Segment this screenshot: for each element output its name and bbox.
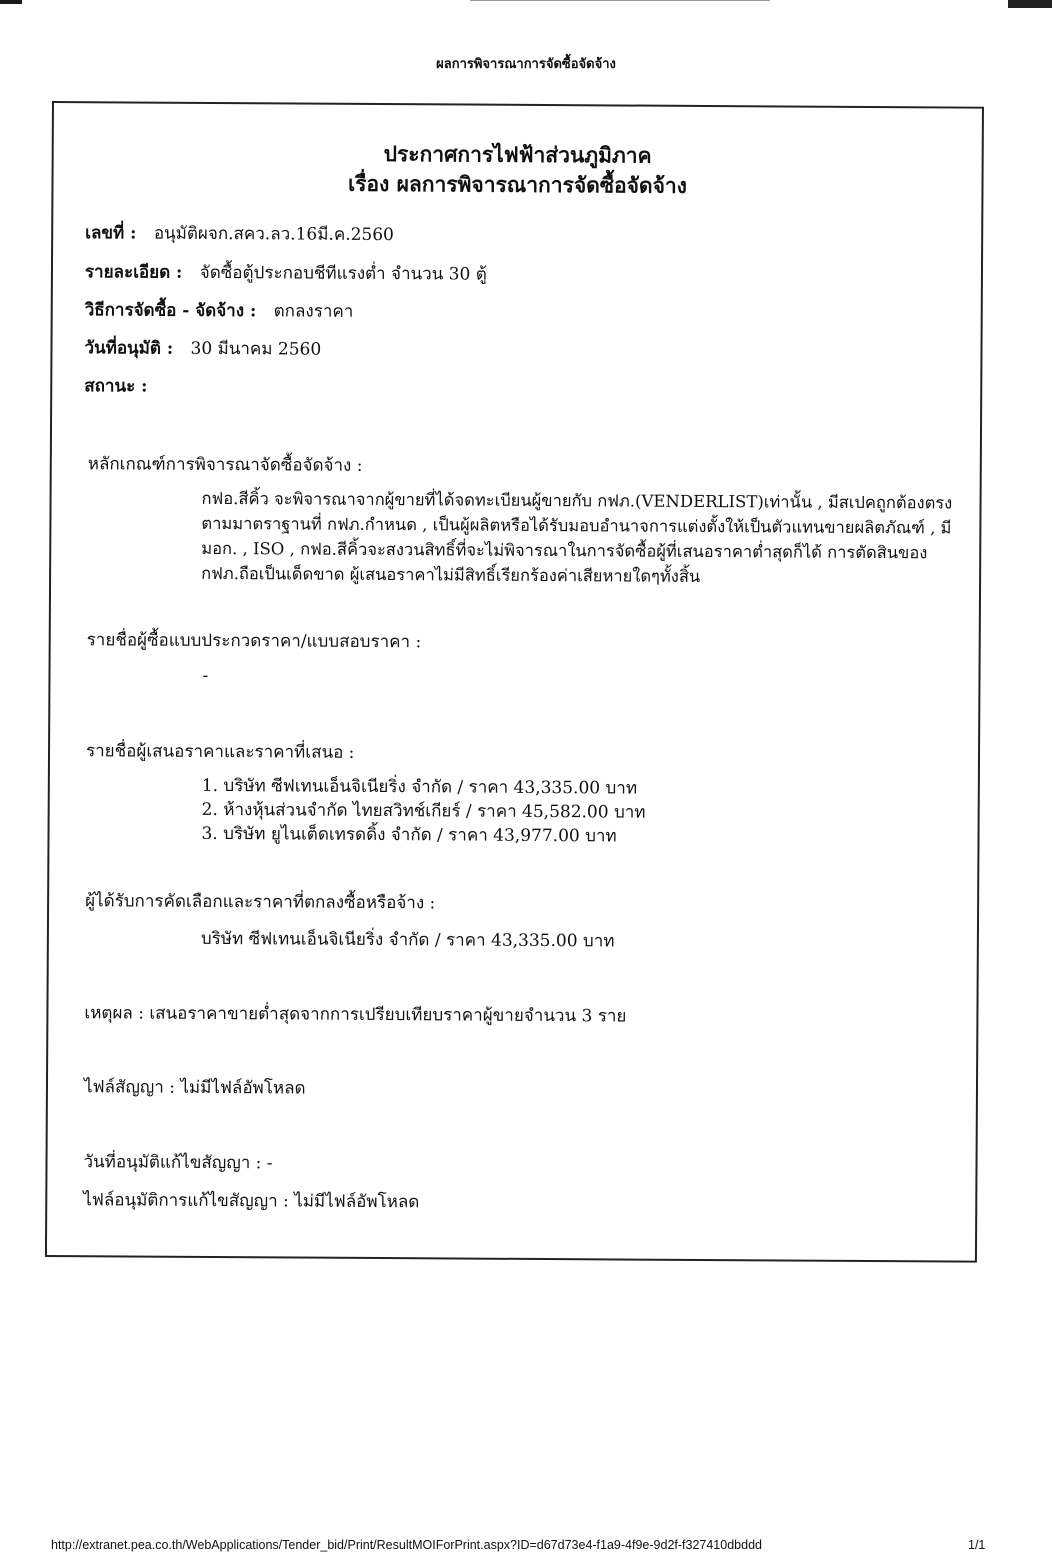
approval-date-value: 30 มีนาคม 2560	[190, 338, 322, 360]
page-header: ผลการพิจารณาการจัดซื้อจัดจ้าง	[436, 57, 616, 72]
title-line-1: ประกาศการไฟฟ้าส่วนภูมิภาค	[383, 141, 652, 168]
status-label: สถานะ :	[84, 376, 148, 397]
number-label: เลขที่ :	[85, 223, 137, 244]
method-field	[85, 298, 354, 324]
criteria-line: ตามมาตราฐานที่ กฟภ.กำหนด , เป็นผู้ผลิตหรือได้รับมอบอำนาจการแต่งตั้งให้เป็นตัวแทนขายผลิตภัณฑ์ , มี	[201, 513, 952, 538]
criteria-text	[201, 486, 977, 591]
selected-heading: ผู้ได้รับการคัดเลือกและราคาที่ตกลงซื้อหรือจ้าง :	[85, 891, 436, 914]
footer-url: http://extranet.pea.co.th/WebApplications/Tender_bid/Print/ResultMOIForPrint.aspx?ID=d67d73e4-f1a9-4f9e-9d2f-f327410dbddd	[51, 1538, 762, 1552]
amend-date-text: วันที่อนุมัติแก้ไขสัญญา : -	[83, 1152, 273, 1174]
details-label: รายละเอียด :	[84, 262, 183, 283]
bidder-item: 3. บริษัท ยูไนเต็ดเทรดดิ้ง จำกัด / ราคา 43,977.00 บาท	[201, 823, 617, 847]
reason-text: เหตุผล : เสนอราคาขายต่ำสุดจากการเปรียบเทียบราคาผู้ขายจำนวน 3 ราย	[84, 1003, 627, 1027]
number-field	[85, 221, 394, 247]
scan-edge-mark-right	[1008, 0, 1052, 8]
scan-edge-mark	[0, 0, 22, 4]
bidders-heading: รายชื่อผู้เสนอราคาและราคาที่เสนอ :	[85, 741, 355, 763]
criteria-heading: หลักเกณฑ์การพิจารณาจัดซื้อจัดจ้าง :	[87, 454, 363, 476]
method-label: วิธีการจัดซื้อ - จัดจ้าง :	[84, 300, 257, 322]
approval-date-field	[84, 336, 321, 361]
method-value: ตกลงราคา	[273, 301, 354, 322]
bidder-item: 1. บริษัท ซีฟเทนเอ็นจิเนียริ่ง จำกัด / ราคา 43,335.00 บาท	[201, 775, 638, 799]
title-line-2: เรื่อง ผลการพิจารณาการจัดซื้อจัดจ้าง	[347, 170, 688, 198]
criteria-line: กฟอ.สีคิ้ว จะพิจารณาจากผู้ขายที่ได้จดทะเบียนผู้ขายกับ กฟภ.(VENDERLIST)เท่านั้น , มีสเปคถูกต้องตรง	[201, 488, 953, 513]
footer-page-number: 1/1	[968, 1538, 986, 1552]
title-block	[53, 137, 981, 203]
details-field	[85, 260, 487, 286]
approval-date-label: วันที่อนุมัติ :	[84, 338, 174, 359]
buyers-value: -	[202, 665, 209, 686]
criteria-line: กฟภ.ถือเป็นเด็ดขาด ผู้เสนอราคาไม่มีสิทธิ์เรียกร้องค่าเสียหายใดๆทั้งสิ้น	[201, 563, 701, 586]
details-value: จัดซื้อตู้ประกอบชีทีแรงต่ำ จำนวน 30 ตู้	[199, 262, 487, 285]
criteria-line: มอก. , ISO , กฟอ.สีคิ้วจะสงวนสิทธิ์ที่จะไม่พิจารณาในการจัดซื้อผู้ที่เสนอราคาต่ำสุดก็ได้ การตัดสินของ	[201, 538, 928, 563]
contract-file-text: ไฟล์สัญญา : ไม่มีไฟล์อัพโหลด	[83, 1077, 306, 1099]
selected-value: บริษัท ซีฟเทนเอ็นจิเนียริ่ง จำกัด / ราคา 43,335.00 บาท	[200, 928, 615, 952]
status-field	[84, 374, 147, 398]
announcement-frame	[45, 101, 984, 1263]
scan-edge-line	[470, 0, 770, 1]
amend-file-text: ไฟล์อนุมัติการแก้ไขสัญญา : ไม่มีไฟล์อัพโหลด	[83, 1190, 420, 1213]
bidders-list	[201, 774, 645, 849]
bidder-item: 2. ห้างหุ้นส่วนจำกัด ไทยสวิทช์เกียร์ / ราคา 45,582.00 บาท	[201, 799, 646, 823]
buyers-heading: รายชื่อผู้ซื้อแบบประกวดราคา/แบบสอบราคา :	[86, 630, 422, 653]
number-value: อนุมัติผจก.สคว.ลว.16มี.ค.2560	[153, 223, 394, 246]
